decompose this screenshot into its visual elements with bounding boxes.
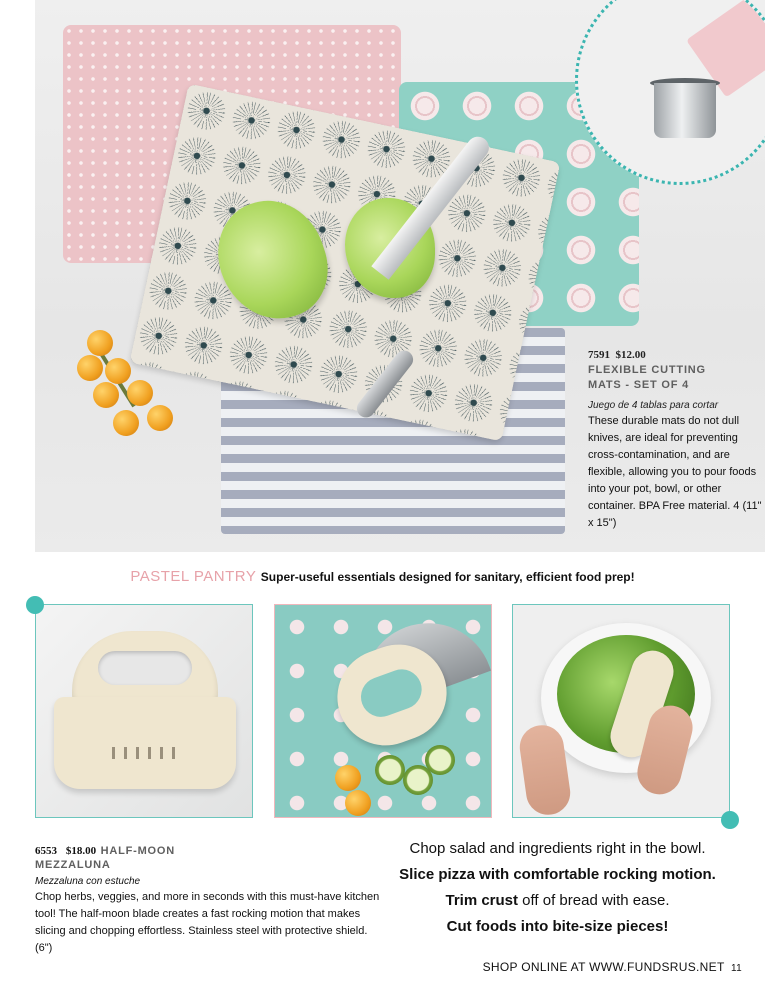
product-spanish-name: Mezzaluna con estuche [35,876,141,887]
product-title-line: HALF-MOON [100,845,176,857]
product-sku: 6553 [35,845,57,857]
feature-item [385,888,730,914]
feature-item-rest: off of bread with ease. [518,892,670,909]
shop-online-link[interactable]: SHOP ONLINE AT WWW.FUNDSRUS.NET [482,960,725,974]
product-price: $18.00 [65,845,97,857]
cooking-pot [654,83,716,138]
page-footer [483,960,742,974]
product-title-line: MATS - SET OF 4 [588,379,690,391]
mezzaluna-with-shield [54,627,236,787]
cherry-tomato [105,358,131,384]
cherry-tomato [147,405,173,431]
product-sku: 7591 [588,349,610,361]
page-number: 11 [731,963,742,974]
cucumber-slice [425,745,455,775]
feature-list [385,836,730,940]
feature-item: Slice pizza with comfortable rocking motion. [399,866,716,883]
cherry-tomato [345,790,371,816]
cherry-tomato [335,765,361,791]
handle-grip-hole [98,651,192,685]
product-title-line: MEZZALUNA [35,859,111,871]
cherry-tomato [87,330,113,356]
product-sku-price [588,349,765,361]
mezzaluna-in-bowl-photo [512,604,730,818]
section-title: PASTEL PANTRY [130,568,257,585]
cherry-tomato [77,355,103,381]
mezzaluna-chopping-photo [274,604,492,818]
cucumber-slice [375,755,405,785]
cherry-tomato [113,410,139,436]
cutting-mats-product-info [588,349,765,532]
cherry-tomato [93,382,119,408]
product-title-line: FLEXIBLE CUTTING [588,364,706,376]
product-description: These durable mats do not dull knives, are ideal for preventing cross-contamination, and are flexible, allowing you to pour foods into your pot, bowl, or other container. BPA Free material. 4 (11" x 15") [588,415,762,529]
product-description: Chop herbs, veggies, and more in seconds with this must-have kitchen tool! The half-moon blade creates a fast rocking motion that makes slicing and chopping effortless. Stainless steel with protective shield. (6") [35,891,380,954]
feature-item: Cut foods into bite-size pieces! [446,918,669,935]
section-banner [0,568,765,586]
mezzaluna-product-info [35,841,385,957]
product-title [588,363,765,393]
product-price: $12.00 [615,349,646,361]
decorative-dot [721,811,739,829]
mezzaluna-product-photo [35,604,253,818]
shield-vent-slots [112,747,182,759]
cherry-tomato [127,380,153,406]
feature-item: Chop salad and ingredients right in the bowl. [409,840,706,857]
protective-shield [54,697,236,789]
feature-item-lead: Trim crust [445,892,519,909]
product-spanish-name: Juego de 4 tablas para cortar [588,400,719,411]
section-tagline: Super-useful essentials designed for sanitary, efficient food prep! [260,570,635,584]
hero-product-photo [35,0,765,552]
decorative-dot [26,596,44,614]
